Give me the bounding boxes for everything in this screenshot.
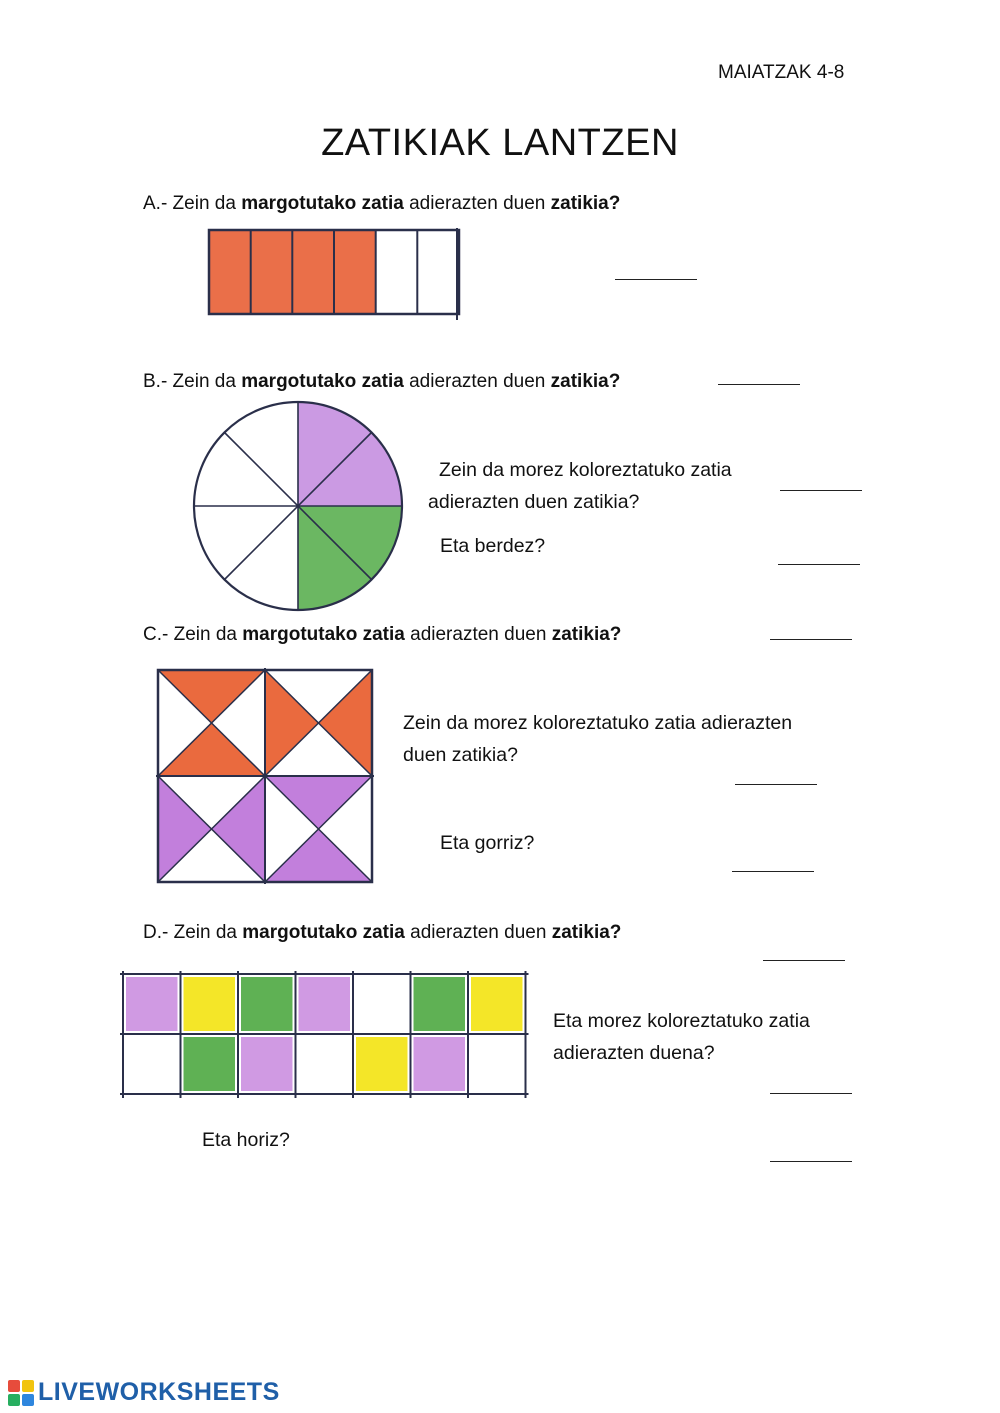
answer-blank-b-purple[interactable] <box>780 490 862 491</box>
grid-cell-white <box>299 1037 351 1091</box>
answer-blank-d-yellow[interactable] <box>770 1161 852 1162</box>
grid-cell-purple <box>126 977 178 1031</box>
date-label: MAIATZAK 4-8 <box>718 62 845 83</box>
question-b-purple: Zein da morez koloreztatuko zatia adierazten duen zatikia? <box>428 459 732 513</box>
question-d-purple: Eta morez koloreztatuko zatia adierazten duena? <box>553 1010 810 1064</box>
answer-blank-d[interactable] <box>763 960 845 961</box>
fraction-rectangle-a <box>205 226 465 322</box>
grid-cell-green <box>241 977 293 1031</box>
answer-blank-b[interactable] <box>718 384 800 385</box>
question-b: B.- Zein da margotutako zatia adierazten duen zatikia? <box>143 371 621 392</box>
fraction-grid-d <box>118 968 530 1104</box>
question-c-red: Eta gorriz? <box>440 832 535 854</box>
fraction-circle-b <box>190 400 414 616</box>
grid-cell-yellow <box>471 977 523 1031</box>
question-c: C.- Zein da margotutako zatia adierazten duen zatikia? <box>143 624 622 645</box>
answer-blank-c-red[interactable] <box>732 871 814 872</box>
grid-cell-purple <box>241 1037 293 1091</box>
fraction-square-c <box>152 664 380 888</box>
grid-cell-purple <box>299 977 351 1031</box>
grid-cell-white <box>126 1037 178 1091</box>
answer-blank-c[interactable] <box>770 639 852 640</box>
footer-logo <box>8 1378 280 1407</box>
grid-cell-purple <box>414 1037 466 1091</box>
brand-text: LIVEWORKSHEETS <box>38 1378 280 1406</box>
grid-cell-yellow <box>356 1037 408 1091</box>
page-title: ZATIKIAK LANTZEN <box>321 122 679 164</box>
question-b-green: Eta berdez? <box>440 535 546 557</box>
answer-blank-a[interactable] <box>615 279 697 280</box>
grid-cell-white <box>471 1037 523 1091</box>
grid-cell-green <box>184 1037 236 1091</box>
answer-blank-d-purple[interactable] <box>770 1093 852 1094</box>
grid-cell-white <box>356 977 408 1031</box>
question-a: A.- Zein da margotutako zatia adierazten duen zatikia? <box>143 193 621 214</box>
answer-blank-c-purple[interactable] <box>735 784 817 785</box>
question-d: D.- Zein da margotutako zatia adierazten duen zatikia? <box>143 922 622 943</box>
question-c-purple: Zein da morez koloreztatuko zatia adierazten duen zatikia? <box>403 712 793 766</box>
grid-cell-yellow <box>184 977 236 1031</box>
grid-cell-green <box>414 977 466 1031</box>
question-d-yellow: Eta horiz? <box>202 1129 290 1151</box>
answer-blank-b-green[interactable] <box>778 564 860 565</box>
liveworksheets-logo-icon <box>8 1380 34 1406</box>
